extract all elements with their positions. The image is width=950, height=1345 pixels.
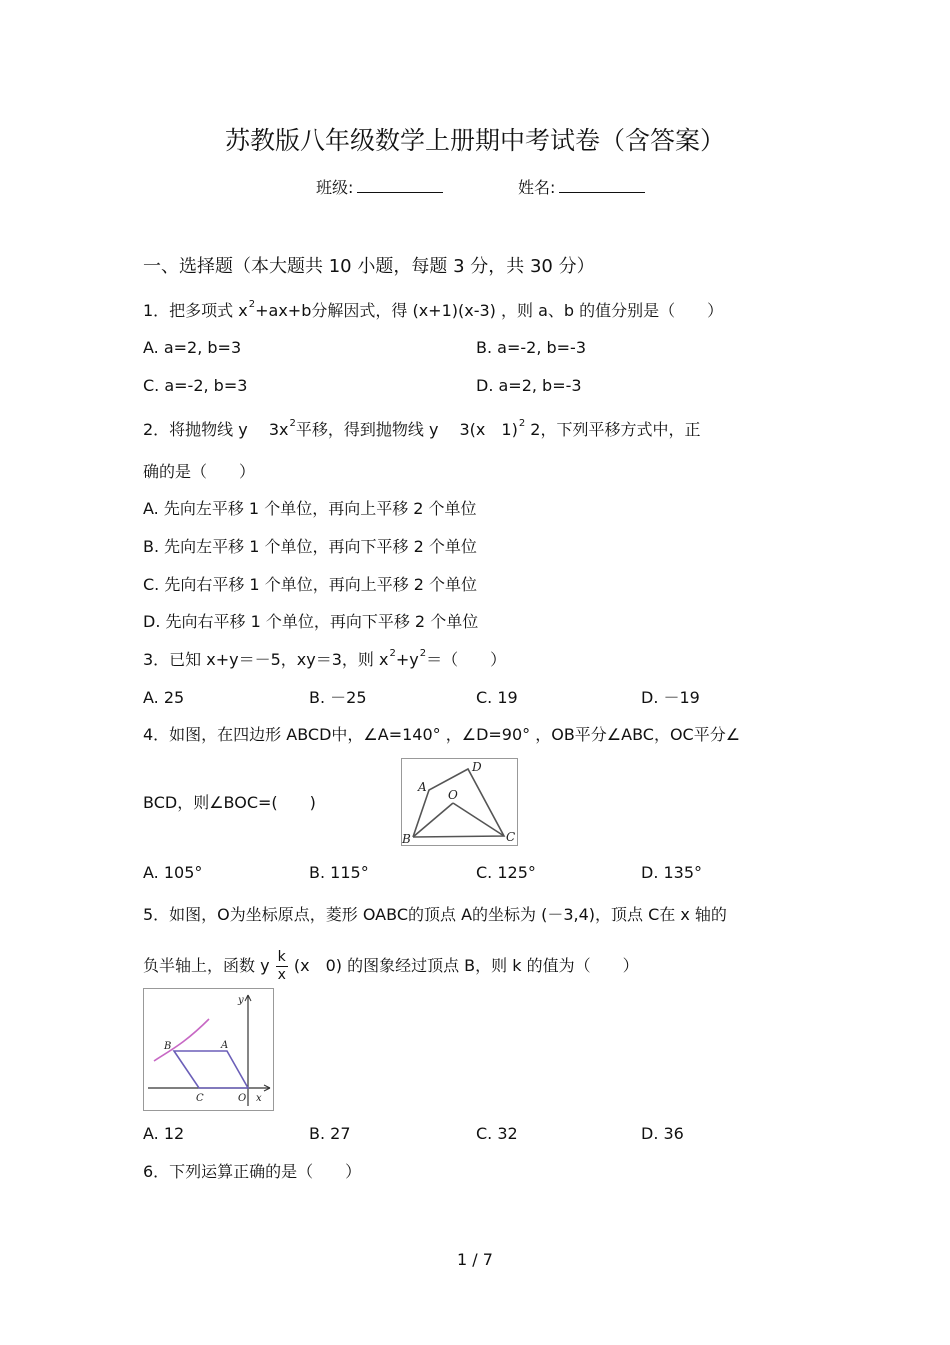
fig4-label-o: O (448, 788, 458, 802)
quadrilateral-figure (401, 758, 518, 846)
q2-option-b: B. 先向左平移 1 个单位，再向下平移 2 个单位 (143, 537, 477, 556)
class-blank[interactable] (357, 176, 443, 193)
name-label: 姓名: (518, 178, 556, 197)
question-6-stem: 6．下列运算正确的是（ ） (143, 1162, 362, 1181)
q3-exponent: 2 (419, 648, 427, 659)
question-3-stem (143, 650, 506, 670)
fig5-label-a: A (221, 1040, 229, 1051)
q1-option-c: C. a=-2, b=3 (143, 376, 248, 395)
q1-option-d: D. a=2, b=-3 (476, 376, 582, 395)
q5-stem-part: (x 0) 的图象经过顶点 B，则 k 的值为（ ） (293, 956, 639, 975)
q3-stem-part: ＝（ ） (426, 650, 507, 669)
q5-option-a: A. 12 (143, 1124, 185, 1143)
q3-exponent: 2 (389, 648, 396, 659)
question-2-stem (143, 420, 700, 440)
q1-option-a: A. a=2, b=3 (143, 338, 242, 357)
q5-option-b: B. 27 (309, 1124, 351, 1143)
q5-fraction (276, 949, 288, 984)
q3-stem-part: 3．已知 x+y＝－5，xy＝3，则 x (143, 650, 389, 669)
q1-stem-part: +ax+b分解因式，得 (x+1)(x-3) ，则 a、b 的值分别是（ ） (255, 301, 724, 320)
q5-option-d: D. 36 (641, 1124, 684, 1143)
q5-stem-line2 (143, 946, 639, 986)
q3-stem-part: +y (395, 650, 419, 669)
fig5-label-b: B (164, 1041, 172, 1052)
fig5-label-y: y (238, 995, 244, 1006)
q3-option-c: C. 19 (476, 688, 518, 707)
q3-option-b: B. －25 (309, 688, 367, 707)
q2-stem-part: 平移，得到抛物线 y 3(x 1) (295, 420, 518, 439)
q2-option-c: C. 先向右平移 1 个单位，再向上平移 2 个单位 (143, 575, 478, 594)
q4-option-c: C. 125° (476, 863, 536, 882)
q2-exponent: 2 (289, 418, 296, 429)
q5-option-c: C. 32 (476, 1124, 518, 1143)
fraction-numerator: k (276, 949, 288, 967)
fig4-label-b: B (402, 832, 411, 846)
fig5-label-x: x (256, 1093, 262, 1104)
q4-stem-line2: BCD，则∠BOC=( ) (143, 793, 316, 812)
q2-stem-part: 2，下列平移方式中，正 (525, 420, 701, 439)
fraction-denominator: x (277, 967, 286, 983)
q2-exponent: 2 (518, 418, 526, 429)
fig5-label-o: O (238, 1093, 247, 1104)
q4-option-a: A. 105° (143, 863, 203, 882)
fig4-label-d: D (472, 760, 482, 774)
question-4-stem: 4．如图，在四边形 ABCD中，∠A=140° ，∠D=90° ，OB平分∠ABC，OC平分∠ (143, 725, 741, 744)
q4-option-b: B. 115° (309, 863, 369, 882)
fig4-label-c: C (506, 830, 516, 844)
fig5-label-c: C (196, 1093, 204, 1104)
name-field (518, 176, 645, 198)
page-number: 1 / 7 (457, 1250, 493, 1269)
q2-stem-part: 2．将抛物线 y 3x (143, 420, 289, 439)
name-blank[interactable] (559, 176, 645, 193)
section-heading: 一、选择题（本大题共 10 小题，每题 3 分，共 30 分） (143, 256, 595, 277)
q1-exponent: 2 (248, 299, 256, 310)
class-label: 班级: (316, 178, 354, 197)
rhombus-graph-figure (143, 988, 274, 1111)
fig4-label-a: A (418, 780, 427, 794)
q4-option-d: D. 135° (641, 863, 703, 882)
class-field (316, 176, 443, 198)
question-5-stem: 5．如图，O为坐标原点，菱形 OABC的顶点 A的坐标为 (－3,4)，顶点 C在 x 轴的 (143, 905, 727, 924)
q1-stem-part: 1．把多项式 x (143, 301, 248, 320)
question-1-stem (143, 301, 723, 321)
q2-option-d: D. 先向右平移 1 个单位，再向下平移 2 个单位 (143, 612, 479, 631)
document-title: 苏教版八年级数学上册期中考试卷（含答案） (224, 126, 725, 155)
q2-option-a: A. 先向左平移 1 个单位，再向上平移 2 个单位 (143, 499, 477, 518)
q1-option-b: B. a=-2, b=-3 (476, 338, 586, 357)
q5-stem-part: 负半轴上，函数 y (143, 956, 270, 975)
q2-stem-line2: 确的是（ ） (143, 462, 256, 481)
q3-option-a: A. 25 (143, 688, 185, 707)
q3-option-d: D. －19 (641, 688, 700, 707)
